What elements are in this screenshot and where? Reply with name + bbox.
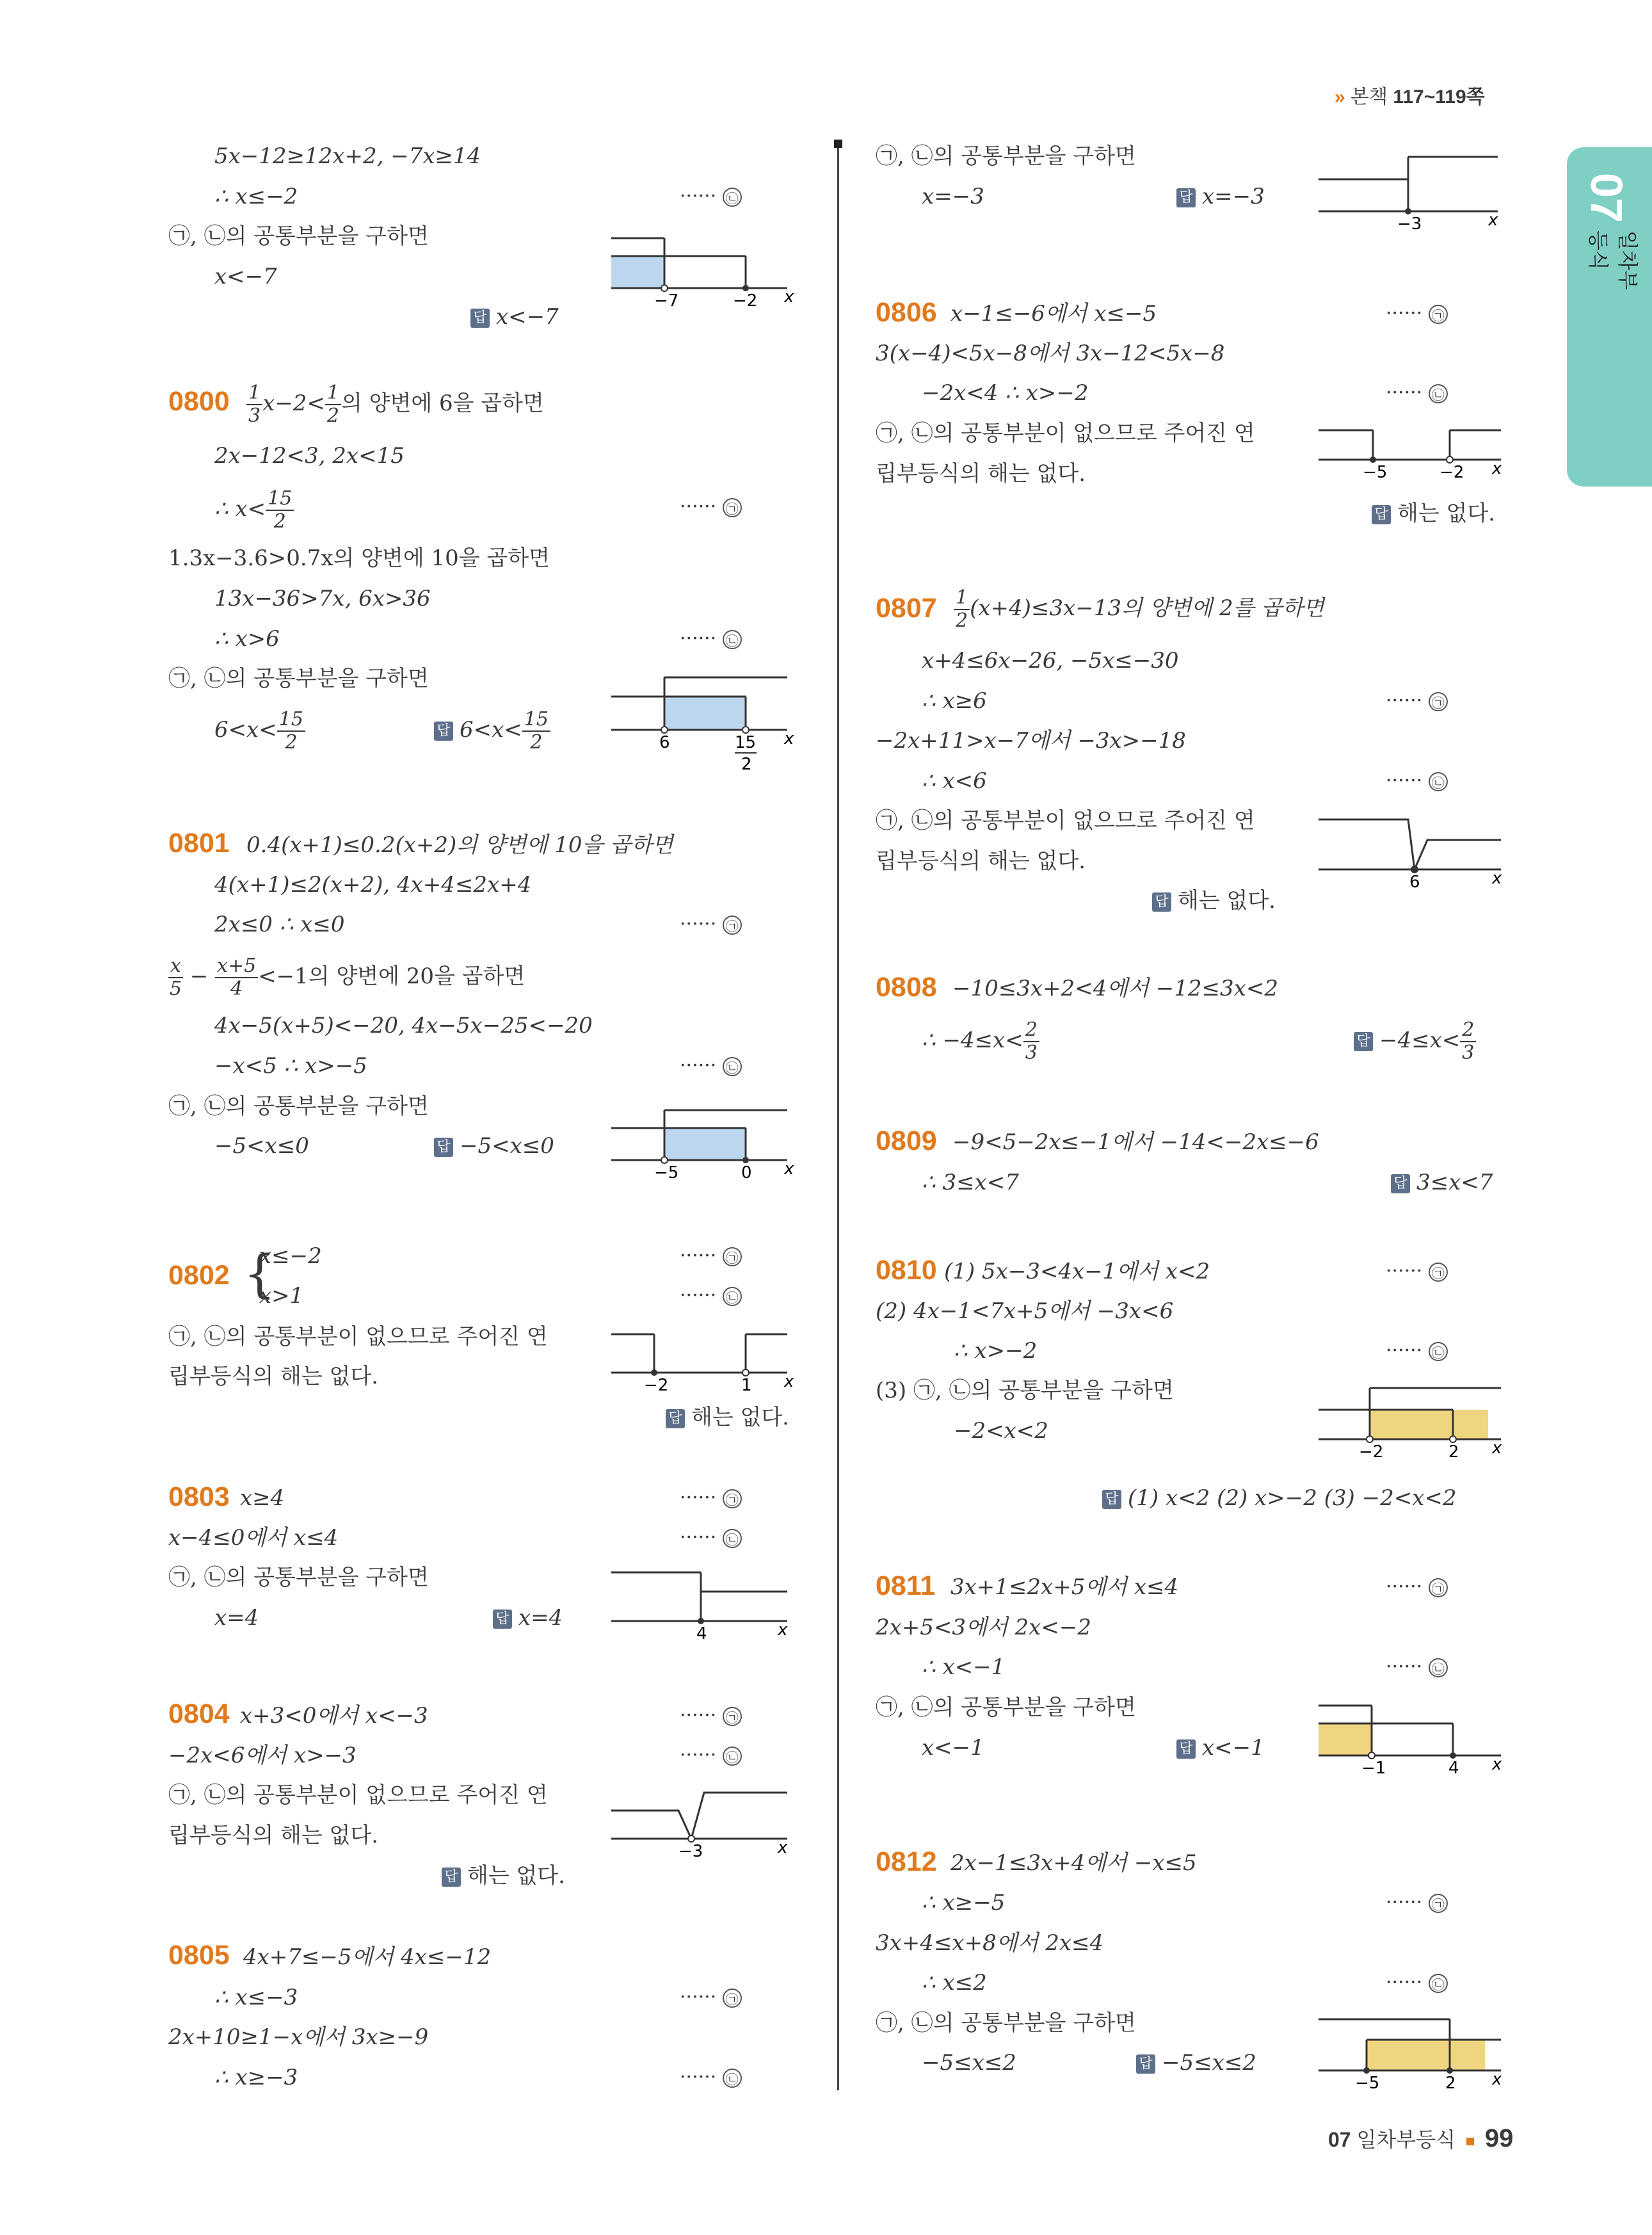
answer: 답 해는 없다. <box>1152 887 1276 915</box>
answer: 답 (1) x<2 (2) x>−2 (3) −2<x<2 <box>1102 1484 1457 1512</box>
svg-text:6: 6 <box>1409 873 1420 890</box>
answer-icon: 답 <box>442 1868 461 1887</box>
text-line: 립부등식의 해는 없다. <box>168 1823 379 1848</box>
svg-text:−3: −3 <box>1397 214 1422 234</box>
text-line: x+3<0에서 x<−3 <box>240 1703 428 1729</box>
text-line: ∴ −4≤x< $\frac{2}{3}$ <box>922 1015 1039 1066</box>
answer-icon: 답 <box>1136 2054 1155 2074</box>
text-line: 2x≤0 ∴ x≤0 <box>214 912 345 937</box>
divider-mark <box>834 140 842 148</box>
text-line: (2) 4x−1<7x+5에서 −3x<6 <box>876 1298 1174 1324</box>
number-line <box>608 1095 800 1184</box>
text-line: x−1≤−6에서 x≤−5 <box>950 301 1157 327</box>
text-line: 3(x−4)<5x−8에서 3x−12<5x−8 <box>876 341 1225 366</box>
text-line: 4(x+1)≤2(x+2), 4x+4≤2x+4 <box>214 872 532 898</box>
number-line <box>608 224 800 314</box>
svg-text:−7: −7 <box>654 291 679 311</box>
text-line: −5<x≤0 <box>214 1133 309 1159</box>
svg-text:−2: −2 <box>733 291 758 311</box>
problem-number: 0808 <box>876 972 937 1003</box>
svg-text:1: 1 <box>741 1376 752 1395</box>
answer-icon: 답 <box>1176 1739 1196 1759</box>
answer-icon: 답 <box>1372 505 1391 524</box>
chapter-side-tab <box>1567 147 1652 487</box>
label-b: ······ ㉡ <box>1386 1969 1448 1997</box>
text-line: ㉠, ㉡의 공통부분을 구하면 <box>168 1093 429 1119</box>
answer-icon: 답 <box>434 1138 453 1157</box>
problem-number: 0802 <box>168 1260 230 1291</box>
text-line: ∴ x< $\frac{15}{2}$ <box>214 483 294 535</box>
text-line: ∴ x≥−3 <box>214 2065 298 2090</box>
text-line: −x<5 ∴ x>−5 <box>214 1053 367 1079</box>
svg-text:x: x <box>1492 1755 1502 1774</box>
text-line: 1.3x−3.6>0.7x의 양변에 10을 곱하면 <box>168 545 550 571</box>
svg-text:4: 4 <box>1448 1759 1459 1778</box>
label-b: ······ ㉡ <box>680 1052 742 1080</box>
problem-number: 0806 <box>876 297 937 328</box>
text-line: 5x−12≥12x+2, −7x≥14 <box>214 143 481 169</box>
text-line: x<−1 <box>922 1735 984 1761</box>
svg-text:−5: −5 <box>1363 463 1388 482</box>
text-line: x−4≤0에서 x≤4 <box>168 1525 339 1551</box>
answer: 답 −5≤x≤2 <box>1136 2049 1256 2077</box>
problem-number: 0811 <box>876 1570 936 1601</box>
text-line: (3) ㉠, ㉡의 공통부분을 구하면 <box>876 1378 1174 1403</box>
text-line: 2x+10≥1−x에서 3x≥−9 <box>168 2024 429 2050</box>
answer: 답 −4≤x< $\frac{2}{3}$ <box>1354 1015 1476 1066</box>
text-line: ∴ x<−1 <box>922 1654 1006 1680</box>
answer-icon: 답 <box>1152 892 1171 912</box>
text-line: x<−7 <box>214 264 277 289</box>
answer: 답 x=−3 <box>1176 182 1265 211</box>
text-line: ㉠, ㉡의 공통부분을 구하면 <box>168 666 429 691</box>
problem-number: 0804 <box>168 1698 230 1729</box>
label-a: ······ ㉠ <box>680 910 742 939</box>
answer: 답 x<−1 <box>1176 1734 1265 1762</box>
problem-number: 0805 <box>168 1940 230 1971</box>
svg-text:x: x <box>1488 211 1498 230</box>
text-line: ㉠, ㉡의 공통부분이 없으므로 주어진 연 <box>168 1324 548 1350</box>
brace: { <box>243 1244 276 1303</box>
number-line <box>1315 410 1507 493</box>
svg-text:4: 4 <box>696 1624 707 1643</box>
text-line: (1) 5x−3<4x−1에서 x<2 <box>944 1259 1210 1284</box>
text-line: −10≤3x+2<4에서 −12≤3x<2 <box>952 976 1278 1001</box>
text-line: 2x−12<3, 2x<15 <box>214 443 405 469</box>
text-line: x≥4 <box>240 1485 285 1511</box>
text-line: ㉠, ㉡의 공통부분을 구하면 <box>876 2010 1136 2036</box>
number-line <box>608 1773 800 1863</box>
svg-text:x: x <box>1492 459 1502 478</box>
label-a: ······ ㉠ <box>1386 1573 1448 1601</box>
text-line: 13x−36>7x, 6x>36 <box>214 586 431 611</box>
chevron-right-icon: » <box>1335 86 1345 108</box>
number-line <box>608 1556 800 1645</box>
svg-text:2: 2 <box>1445 2074 1456 2093</box>
text-line: ∴ x>6 <box>214 626 280 652</box>
svg-text:2: 2 <box>1448 1442 1459 1460</box>
svg-text:−5: −5 <box>1355 2074 1380 2093</box>
label-b: ······ ㉡ <box>1386 1653 1448 1681</box>
number-line <box>608 659 800 781</box>
text-line: −2x<6에서 x>−3 <box>168 1743 357 1768</box>
svg-text:x: x <box>1492 1439 1502 1458</box>
svg-text:−1: −1 <box>1361 1759 1386 1778</box>
svg-text:x: x <box>1492 869 1502 888</box>
problem-number: 0801 <box>168 828 230 859</box>
number-line <box>608 1319 800 1396</box>
svg-text:−3: −3 <box>678 1842 703 1861</box>
text-line: ∴ x≥6 <box>922 688 987 714</box>
text-line: 4x−5(x+5)<−20, 4x−5x−25<−20 <box>214 1013 593 1038</box>
column-divider <box>837 144 839 2090</box>
number-line <box>1315 144 1507 240</box>
svg-text:−2: −2 <box>1439 463 1464 482</box>
answer: 답 해는 없다. <box>1372 499 1495 528</box>
text-line: x=4 <box>214 1605 259 1631</box>
text-line: x+4≤6x−26, −5x≤−30 <box>922 648 1179 674</box>
text-line: ㉠, ㉡의 공통부분을 구하면 <box>876 1695 1136 1720</box>
text-line: 6<x< $\frac{15}{2}$ <box>214 704 305 755</box>
svg-text:−2: −2 <box>644 1376 669 1395</box>
text-line: ∴ x≥−5 <box>922 1890 1006 1916</box>
text-line: 립부등식의 해는 없다. <box>876 461 1086 487</box>
answer: 답 −5<x≤0 <box>434 1132 554 1160</box>
problem-number: 0810 <box>876 1255 937 1286</box>
svg-text:x: x <box>1492 2070 1502 2089</box>
text-line: ∴ x≤−2 <box>214 184 298 209</box>
label-a: ······ ㉠ <box>680 1983 742 2012</box>
text-line: 0.4(x+1)≤0.2(x+2)의 양변에 10을 곱하면 <box>246 832 673 858</box>
answer-icon: 답 <box>1391 1174 1410 1193</box>
text-line: ㉠, ㉡의 공통부분이 없으므로 주어진 연 <box>876 421 1255 446</box>
number-line <box>1315 1690 1507 1780</box>
text-line: −2x<4 ∴ x>−2 <box>922 380 1089 406</box>
label-a: ······ ㉠ <box>1386 300 1448 328</box>
page-reference: » 본책 117~119쪽 <box>1335 86 1485 108</box>
text-line: ∴ x≤−3 <box>214 1985 298 2010</box>
text-line: −2<x<2 <box>954 1418 1048 1444</box>
svg-text:x: x <box>784 729 794 748</box>
answer: 답 해는 없다. <box>442 1862 565 1890</box>
text-line: 2x+5<3에서 2x<−2 <box>876 1615 1091 1640</box>
text-line: $\frac{x}{5}$ − $\frac{x+5}{4}$ <−1의 양변에 20을 곱하면 <box>169 955 525 1000</box>
label-b: ······ ㉡ <box>1386 767 1448 795</box>
problem-number: 0800 <box>168 386 230 417</box>
text-line: 립부등식의 해는 없다. <box>168 1364 379 1389</box>
text-line: $\frac{1}{3}$ x−2< $\frac{1}{2}$ 의 양변에 6을 곱하면 <box>246 378 544 429</box>
text-line: ㉠, ㉡의 공통부분을 구하면 <box>168 1565 429 1590</box>
answer: 답 x<−7 <box>470 303 559 331</box>
answer-icon: 답 <box>1354 1032 1373 1051</box>
label-b: ······ ㉡ <box>680 2063 742 2092</box>
label-b: ······ ㉡ <box>680 1282 742 1310</box>
label-a: ······ ㉠ <box>1386 687 1448 715</box>
text-line: −2x+11>x−7에서 −3x>−18 <box>876 728 1186 754</box>
label-b: ······ ㉡ <box>680 625 742 653</box>
answer-icon: 답 <box>470 309 490 328</box>
text-line: −9<5−2x≤−1에서 −14<−2x≤−6 <box>952 1129 1319 1155</box>
label-a: ······ ㉠ <box>680 1484 742 1512</box>
svg-text:0: 0 <box>741 1163 752 1182</box>
text-line: ㉠, ㉡의 공통부분을 구하면 <box>876 143 1136 169</box>
label-b: ······ ㉡ <box>1386 379 1448 407</box>
svg-text:x: x <box>784 1159 794 1179</box>
answer-icon: 답 <box>1102 1490 1121 1509</box>
label-b: ······ ㉡ <box>1386 1337 1448 1365</box>
chapter-title: 일차부등식 <box>1586 230 1640 290</box>
text-line: ㉠, ㉡의 공통부분이 없으므로 주어진 연 <box>168 1782 548 1808</box>
answer-icon: 답 <box>434 722 453 741</box>
svg-text:x: x <box>778 1620 788 1640</box>
number-line <box>1315 1370 1507 1460</box>
text-line: $\frac{1}{2}$ (x+4)≤3x−13의 양변에 2를 곱하면 <box>954 583 1324 634</box>
problem-number: 0803 <box>168 1481 230 1512</box>
label-a: ······ ㉠ <box>680 1242 742 1270</box>
text-line: ㉠, ㉡의 공통부분이 없으므로 주어진 연 <box>876 808 1255 834</box>
answer: 답 x=4 <box>493 1604 563 1632</box>
chapter-number: 07 <box>1582 173 1632 223</box>
svg-text:x: x <box>784 287 794 307</box>
text-line: ∴ x<6 <box>922 768 987 794</box>
text-line: x=−3 <box>922 184 984 209</box>
text-line: 2x−1≤3x+4에서 −x≤5 <box>950 1850 1197 1876</box>
text-line: 3x+1≤2x+5에서 x≤4 <box>950 1574 1179 1600</box>
answer-icon: 답 <box>493 1610 512 1629</box>
answer: 답 해는 없다. <box>666 1403 789 1432</box>
number-line <box>1315 2004 1507 2094</box>
label-a: ······ ㉠ <box>680 1702 742 1730</box>
page-footer: 07 일차부등식 99 <box>1328 2124 1514 2152</box>
label-a: ······ ㉠ <box>680 493 742 521</box>
problem-number: 0807 <box>876 593 937 624</box>
footer-square <box>1466 2138 1474 2145</box>
svg-text:2: 2 <box>741 755 752 774</box>
answer-icon: 답 <box>666 1409 685 1428</box>
answer-icon: 답 <box>1176 188 1196 207</box>
text-line: ∴ 3≤x<7 <box>922 1170 1019 1195</box>
problem-number: 0809 <box>876 1126 937 1156</box>
text-line: 4x+7≤−5에서 4x≤−12 <box>243 1944 492 1970</box>
svg-text:x: x <box>778 1838 788 1857</box>
number-line <box>1315 800 1507 890</box>
text-line: ∴ x≤2 <box>922 1970 987 1996</box>
text-line: x>1 <box>259 1283 304 1309</box>
answer: 답 3≤x<7 <box>1391 1168 1493 1197</box>
svg-text:6: 6 <box>659 733 670 752</box>
label-a: ······ ㉠ <box>1386 1257 1448 1286</box>
svg-text:x: x <box>784 1372 794 1391</box>
text-line: 립부등식의 해는 없다. <box>876 848 1086 874</box>
text-line: ㉠, ㉡의 공통부분을 구하면 <box>168 223 429 249</box>
text-line: 3x+4≤x+8에서 2x≤4 <box>876 1930 1104 1956</box>
svg-text:−5: −5 <box>654 1163 679 1182</box>
label-a: ······ ㉠ <box>1386 1889 1448 1917</box>
label-b: ······ ㉡ <box>680 182 742 211</box>
label-b: ······ ㉡ <box>680 1524 742 1552</box>
problem-number: 0812 <box>876 1846 937 1877</box>
answer: 답 6<x< $\frac{15}{2}$ <box>434 704 550 755</box>
svg-text:−2: −2 <box>1359 1442 1384 1460</box>
label-b: ······ ㉡ <box>680 1741 742 1770</box>
text-line: ∴ x>−2 <box>954 1338 1038 1364</box>
text-line: −5≤x≤2 <box>922 2050 1016 2076</box>
text-line: x≤−2 <box>259 1243 322 1269</box>
svg-text:15: 15 <box>735 733 757 752</box>
